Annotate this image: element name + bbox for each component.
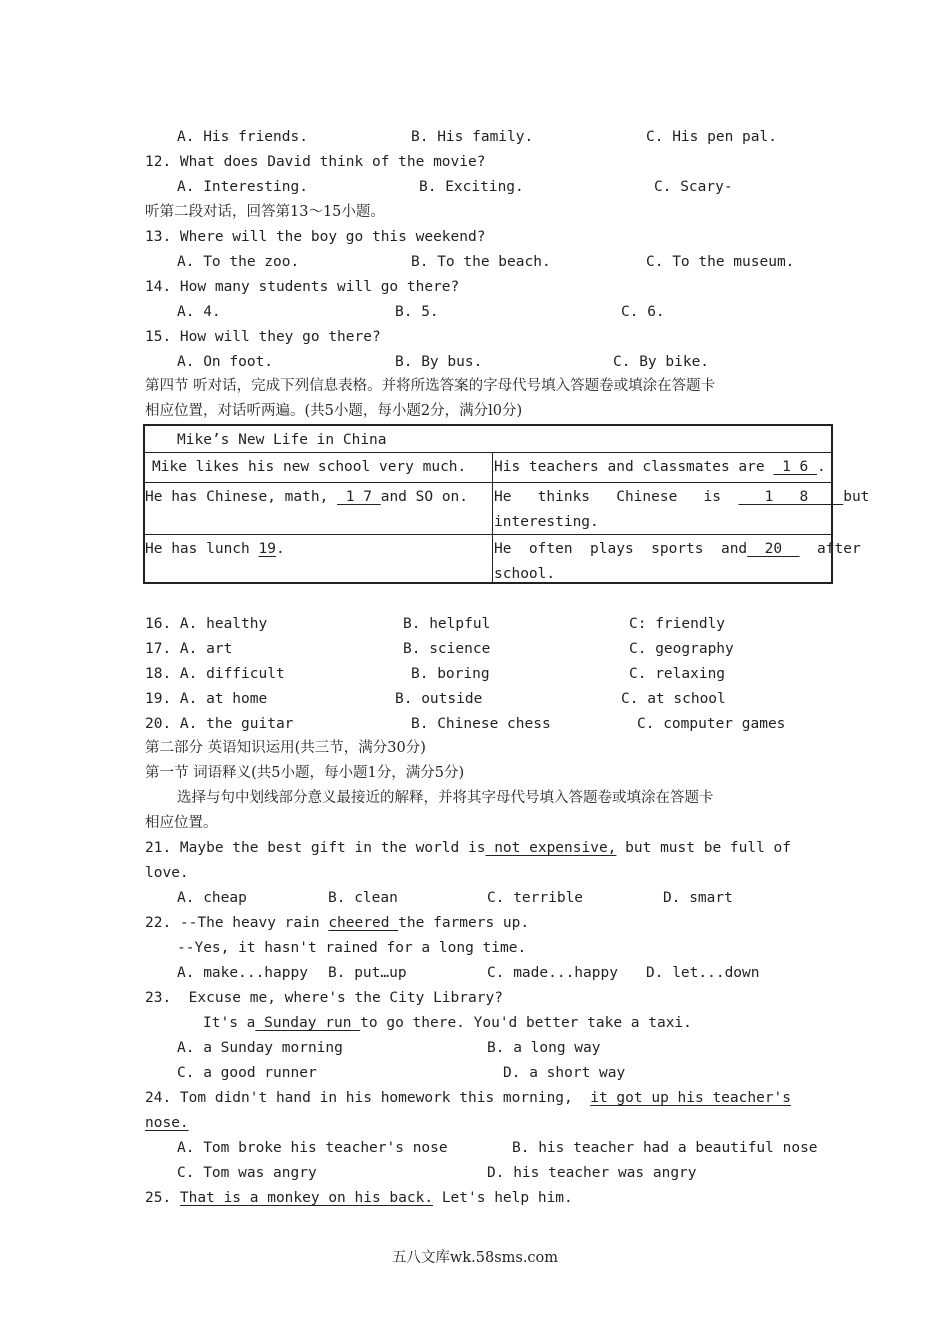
q13-stem: 13. Where will the boy go this weekend? [145,229,486,245]
q18-option-c: C. relaxing [629,666,726,682]
part2-title: 第二部分 英语知识运用(共三节，满分30分) [145,740,426,756]
table-r1-right: His teachers and classmates are 1 6 . [494,459,826,475]
q12-option-b: B. Exciting. [419,179,524,195]
table-title: Mike’s New Life in China [177,432,387,448]
section1-instruction-line2: 相应位置。 [145,815,218,831]
q22-option-d: D. let...down [646,965,760,981]
q15-stem: 15. How will they go there? [145,329,381,345]
q23-option-a: A. a Sunday morning [177,1040,343,1056]
q17-option-a: 17. A. art [145,641,233,657]
table-r3-right-line2: school. [494,566,556,582]
q11-option-a: A. His friends. [177,129,308,145]
q16-option-b: B. helpful [403,616,491,632]
q21-stem: 21. Maybe the best gift in the world is not expensive, but must be full of [145,840,792,856]
q20-option-a: 20. A. the guitar [145,716,294,732]
blank-16: 1 6 [773,459,818,475]
part4-instruction-line1: 第四节 听对话，完成下列信息表格。并将所选答案的字母代号填入答题卷或填涂在答题卡 [145,378,716,394]
q23-option-c: C. a good runner [177,1065,317,1081]
table-r1-left: Mike likes his new school very much. [152,459,467,475]
section1-title: 第一节 词语释义(共5小题，每小题1分，满分5分) [145,765,465,781]
q21-option-c: C. terrible [487,890,584,906]
q15-option-a: A. On foot. [177,354,274,370]
q24-option-a: A. Tom broke his teacher's nose [177,1140,448,1156]
q14-stem: 14. How many students will go there? [145,279,460,295]
q23-option-d: D. a short way [503,1065,626,1081]
info-table [143,424,870,584]
q13-option-c: C. To the museum. [646,254,795,270]
q19-option-a: 19. A. at home [145,691,268,707]
q16-option-c: C: friendly [629,616,726,632]
footer-watermark: 五八文库wk.58sms.com [391,1250,559,1266]
table-r2-left: He has Chinese, math, 1 7 and SO on. [145,489,469,505]
part4-instruction-line2: 相应位置，对话听两遍。(共5小题，每小题2分，满分l0分) [145,403,523,419]
table-r3-right: He often plays sports and 20 after [494,541,861,557]
q21-option-a: A. cheap [177,890,247,906]
q22-option-c: C. made...happy [487,965,618,981]
q22-option-b: B. put…up [328,965,407,981]
q25-stem: 25. That is a monkey on his back. Let's help him. [145,1190,573,1206]
q12-option-a: A. Interesting. [177,179,308,195]
q19-option-c: C. at school [621,691,726,707]
q19-option-b: B. outside [395,691,483,707]
q22-option-a: A. make...happy [177,965,308,981]
q23-stem-line2: It's a Sunday run to go there. You'd better take a taxi. [203,1015,692,1031]
q23-stem: 23. Excuse me, where's the City Library? [145,990,503,1006]
q11-option-c: C. His pen pal. [646,129,777,145]
section2-instruction: 听第二段对话，回答第13～15小题。 [145,204,385,220]
table-r2-right: He thinks Chinese is 1 8 but [494,489,870,505]
q24-option-b: B. his teacher had a beautiful nose [512,1140,818,1156]
q12-stem: 12. What does David think of the movie? [145,154,486,170]
table-r2-right-line2: interesting. [494,514,599,530]
q14-option-c: C. 6. [621,304,665,320]
q22-stem-line2: --Yes, it hasn't rained for a long time. [177,940,527,956]
q11-option-b: B. His family. [411,129,534,145]
q13-option-a: A. To the zoo. [177,254,300,270]
q22-stem: 22. --The heavy rain cheered the farmers up. [145,915,530,931]
q21-stem-line2: love. [145,865,189,881]
q17-option-c: C. geography [629,641,734,657]
q16-option-a: 16. A. healthy [145,616,268,632]
q17-option-b: B. science [403,641,491,657]
q20-option-c: C. computer games [637,716,786,732]
q20-option-b: B. Chinese chess [411,716,551,732]
q15-option-b: B. By bus. [395,354,483,370]
blank-20: 20 [747,541,800,557]
q24-underlined: it got up his teacher's [590,1090,792,1106]
q14-option-a: A. 4. [177,304,221,320]
q22-underlined: cheered [328,915,399,931]
q18-option-b: B. boring [411,666,490,682]
q14-option-b: B. 5. [395,304,439,320]
q25-underlined: That is a monkey on his back. [179,1190,434,1206]
q23-option-b: B. a long way [487,1040,601,1056]
q13-option-b: B. To the beach. [411,254,551,270]
q23-underlined: Sunday run [255,1015,361,1031]
section1-instruction-line1: 选择与句中划线部分意义最接近的解释，并将其字母代号填入答题卷或填涂在答题卡 [177,790,714,806]
table-r3-left: He has lunch 19. [145,541,285,557]
q24-option-d: D. his teacher was angry [487,1165,697,1181]
blank-18: 1 8 [738,489,844,505]
q24-stem-line2: nose. [145,1115,189,1131]
blank-19: 19 [258,541,276,557]
q24-option-c: C. Tom was angry [177,1165,317,1181]
blank-17: 1 7 [337,489,381,505]
q21-option-d: D. smart [663,890,733,906]
q12-option-c: C. Scary- [654,179,733,195]
q24-stem: 24. Tom didn't hand in his homework this morning, it got up his teacher's [145,1090,792,1106]
q21-underlined: not expensive, [485,840,617,856]
q18-option-a: 18. A. difficult [145,666,285,682]
q21-option-b: B. clean [328,890,398,906]
q15-option-c: C. By bike. [613,354,710,370]
